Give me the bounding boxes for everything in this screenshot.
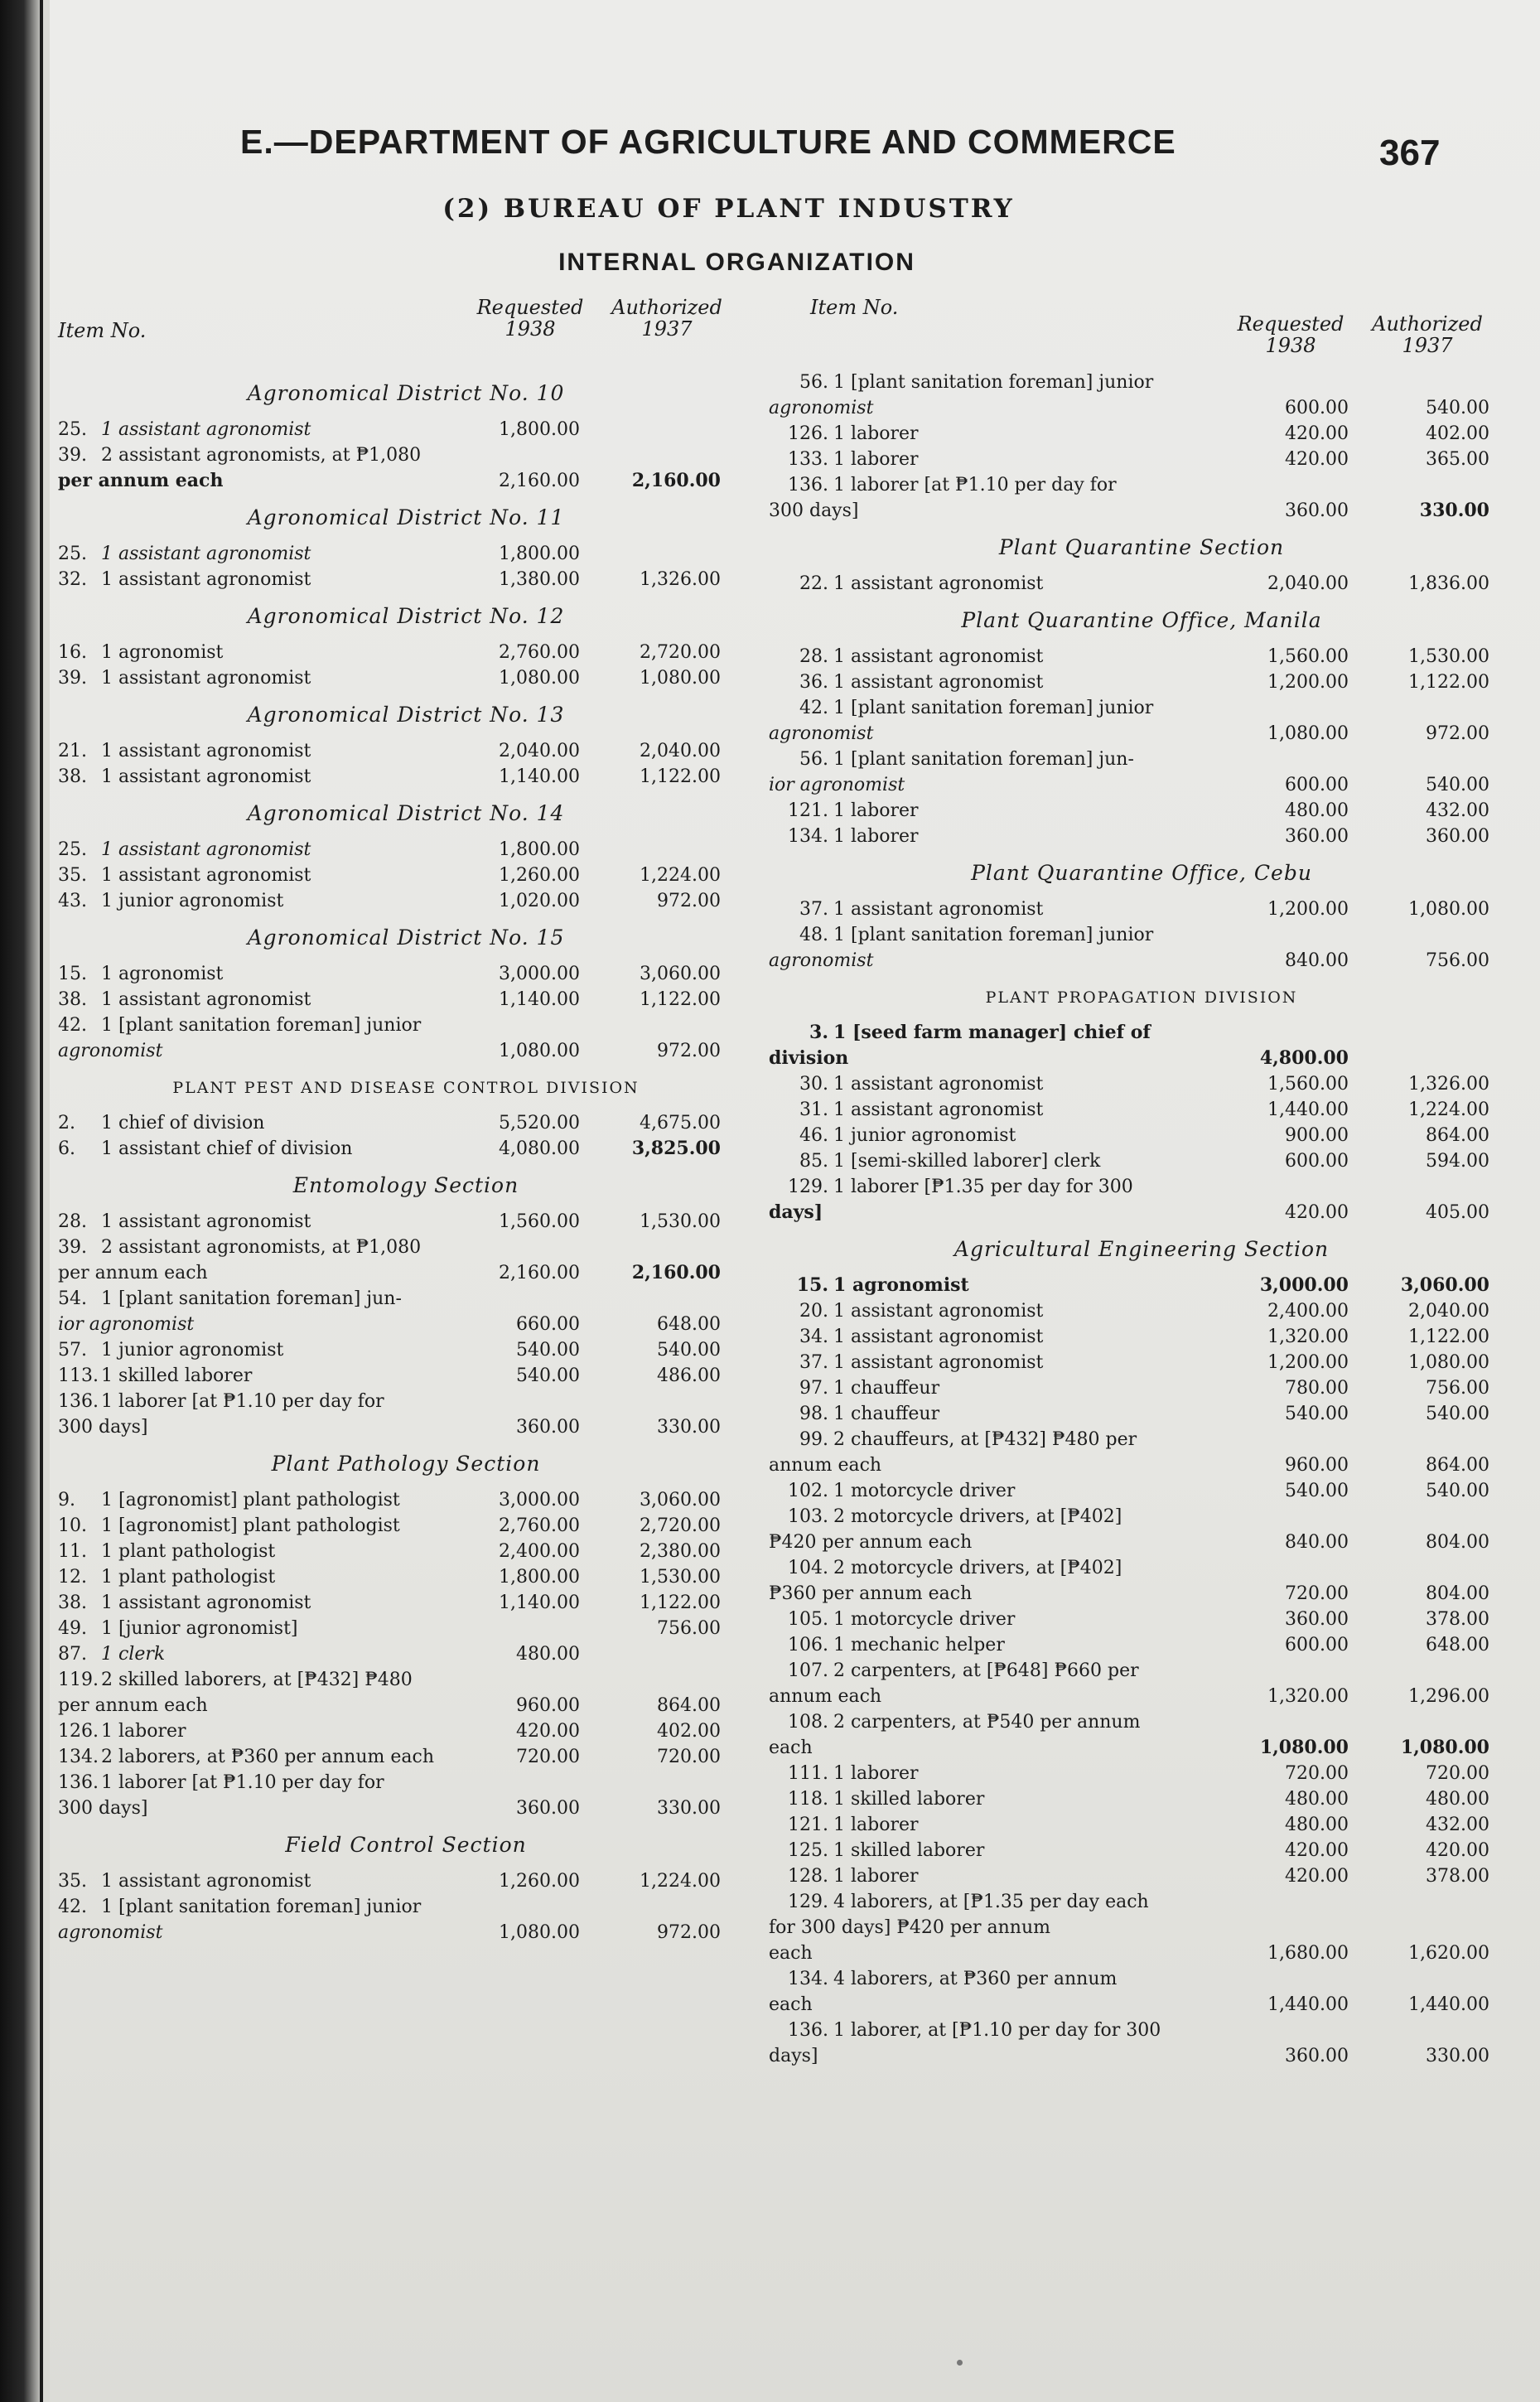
section-title: Agronomical District No. 13 [247, 703, 565, 727]
table-row: 136. 1 laborer [at ₱1.10 per day for 300 days] 360.00 330.00 [58, 1772, 721, 1819]
bureau-title: (2) BUREAU OF PLANT INDUSTRY [442, 194, 1015, 224]
division-title: PLANT PEST AND DISEASE CONTROL DIVISION [172, 1079, 640, 1097]
table-row: 42. 1 [plant sanitation foreman] junior agronomist 1,080.00 972.00 [58, 1897, 721, 1943]
section-title: Agricultural Engineering Section [953, 1237, 1330, 1261]
table-row: 103. 2 motorcycle drivers, at [₱402] ₱420 per annum each 840.00 804.00 [769, 1506, 1489, 1553]
table-row: 125. 1 skilled laborer 420.00 420.00 [788, 1840, 1489, 1861]
section-title: Plant Quarantine Section [998, 535, 1285, 559]
table-row: 134. 1 laborer 360.00 360.00 [788, 826, 1489, 847]
table-row: 56. 1 [plant sanitation foreman] junior agronomist 600.00 540.00 [769, 372, 1489, 418]
table-row: 6. 1 assistant chief of division 4,080.00 3,825.00 [58, 1138, 721, 1159]
table-row: 134. 2 laborers, at ₱360 per annum each 720.00 720.00 [58, 1747, 721, 1767]
section-title: Plant Quarantine Office, Manila [961, 608, 1322, 632]
section-title: Plant Pathology Section [271, 1452, 541, 1476]
table-row: 136. 1 laborer, at [₱1.10 per day for 300 days] 360.00 330.00 [769, 2020, 1489, 2066]
table-row: 57. 1 junior agronomist 540.00 540.00 [58, 1340, 721, 1360]
table-row: 34. 1 assistant agronomist 1,320.00 1,122.00 [799, 1327, 1489, 1347]
table-row: 25. 1 assistant agronomist 1,800.00 [58, 544, 580, 564]
book-binding-edge [0, 0, 43, 2402]
table-row: 28. 1 assistant agronomist 1,560.00 1,530.00 [58, 1211, 721, 1232]
table-row: 99. 2 chauffeurs, at [₱432] ₱480 per annum each 960.00 864.00 [769, 1429, 1489, 1476]
left-column [58, 295, 754, 1945]
item-no-label: Item No. [58, 319, 147, 342]
table-row: 36. 1 assistant agronomist 1,200.00 1,122.00 [799, 672, 1489, 693]
table-row: 10. 1 [agronomist] plant pathologist 2,760.00 2,720.00 [58, 1515, 721, 1536]
table-row: 42. 1 [plant sanitation foreman] junior agronomist 1,080.00 972.00 [58, 1015, 721, 1061]
table-row: 136. 1 laborer [at ₱1.10 per day for 300 days] 360.00 330.00 [769, 475, 1489, 521]
table-row: 38. 1 assistant agronomist 1,140.00 1,122.00 [58, 989, 721, 1010]
requested-label: Requested 1938 [1237, 312, 1344, 357]
table-row: 12. 1 plant pathologist 1,800.00 1,530.00 [58, 1567, 721, 1588]
table-row: 48. 1 [plant sanitation foreman] junior agronomist 840.00 756.00 [769, 925, 1489, 971]
table-row: 136. 1 laborer [at ₱1.10 per day for 300 days] 360.00 330.00 [58, 1391, 721, 1438]
table-row: 42. 1 [plant sanitation foreman] junior agronomist 1,080.00 972.00 [769, 698, 1489, 744]
section-title: Field Control Section [285, 1833, 527, 1857]
binding-rule [40, 0, 43, 2402]
section-title: Agronomical District No. 11 [247, 505, 565, 529]
table-row: 97. 1 chauffeur 780.00 756.00 [799, 1378, 1489, 1399]
division-title: PLANT PROPAGATION DIVISION [985, 988, 1298, 1007]
paper-speck [957, 2360, 963, 2366]
table-row: 9. 1 [agronomist] plant pathologist 3,000.00 3,060.00 [58, 1490, 721, 1510]
table-row: 111. 1 laborer 720.00 720.00 [788, 1763, 1489, 1784]
table-row: 129. 4 laborers, at [₱1.35 per day each for 300 days] ₱420 per annum each 1,680.00 1,620.00 [769, 1892, 1489, 1964]
requested-label: Requested 1938 [476, 296, 584, 341]
table-row: 46. 1 junior agronomist 900.00 864.00 [799, 1125, 1489, 1146]
table-row: 31. 1 assistant agronomist 1,440.00 1,224.00 [799, 1100, 1489, 1120]
table-row: 16. 1 agronomist 2,760.00 2,720.00 [58, 642, 721, 663]
table-row: 121. 1 laborer 480.00 432.00 [788, 800, 1489, 821]
table-row: 35. 1 assistant agronomist 1,260.00 1,224.00 [58, 865, 721, 886]
table-row: 118. 1 skilled laborer 480.00 480.00 [788, 1789, 1489, 1810]
table-row: 15. 1 agronomist 3,000.00 3,060.00 [796, 1274, 1489, 1296]
table-row: 38. 1 assistant agronomist 1,140.00 1,122.00 [58, 766, 721, 787]
left-column-header [58, 295, 754, 370]
table-row: 113. 1 skilled laborer 540.00 486.00 [58, 1365, 721, 1386]
item-no-label: Item No. [810, 296, 899, 319]
table-row: 39. 1 assistant agronomist 1,080.00 1,080.00 [58, 668, 721, 689]
table-row: 126. 1 laborer 420.00 402.00 [788, 423, 1489, 444]
table-row: 25. 1 assistant agronomist 1,800.00 [58, 419, 580, 440]
table-row: 134. 4 laborers, at ₱360 per annum each 1,440.00 1,440.00 [769, 1969, 1489, 2015]
table-row: 37. 1 assistant agronomist 1,200.00 1,080.00 [799, 899, 1489, 920]
section-title: Agronomical District No. 12 [247, 604, 565, 628]
table-row: 85. 1 [semi-skilled laborer] clerk 600.00 594.00 [799, 1151, 1489, 1172]
table-row: 129. 1 laborer [₱1.35 per day for 300 days] 420.00 405.00 [769, 1177, 1489, 1223]
table-row: 128. 1 laborer 420.00 378.00 [788, 1866, 1489, 1887]
table-row: 105. 1 motorcycle driver 360.00 378.00 [788, 1609, 1489, 1630]
table-row: 56. 1 [plant sanitation foreman] jun- ior agronomist 600.00 540.00 [769, 749, 1489, 795]
table-row: 39. 2 assistant agronomists, at ₱1,080 per annum each 2,160.00 2,160.00 [58, 1237, 721, 1283]
table-row: 32. 1 assistant agronomist 1,380.00 1,326.00 [58, 569, 721, 590]
document-page [50, 0, 1540, 2402]
table-row: 38. 1 assistant agronomist 1,140.00 1,122.00 [58, 1592, 721, 1613]
table-row: 133. 1 laborer 420.00 365.00 [788, 449, 1489, 470]
table-row: 22. 1 assistant agronomist 2,040.00 1,836.00 [799, 573, 1489, 594]
page-number: 367 [1379, 133, 1441, 173]
table-row: 37. 1 assistant agronomist 1,200.00 1,080.00 [799, 1352, 1489, 1373]
table-row: 20. 1 assistant agronomist 2,400.00 2,040.00 [799, 1301, 1489, 1322]
table-row: 25. 1 assistant agronomist 1,800.00 [58, 839, 580, 860]
section-title: Plant Quarantine Office, Cebu [971, 861, 1312, 885]
table-row: 98. 1 chauffeur 540.00 540.00 [799, 1404, 1489, 1424]
table-row: 11. 1 plant pathologist 2,400.00 2,380.00 [58, 1541, 721, 1562]
right-column [769, 295, 1514, 2069]
section-title: Agronomical District No. 10 [247, 381, 565, 405]
department-heading: E.—DEPARTMENT OF AGRICULTURE AND COMMERCE [240, 123, 1176, 161]
table-row: 102. 1 motorcycle driver 540.00 540.00 [788, 1481, 1489, 1501]
table-row: 108. 2 carpenters, at ₱540 per annum each 1,080.00 1,080.00 [769, 1712, 1489, 1758]
right-column-header [769, 295, 1514, 370]
section-title: Entomology Section [292, 1173, 519, 1197]
table-row: 35. 1 assistant agronomist 1,260.00 1,224.00 [58, 1871, 721, 1892]
table-row: 104. 2 motorcycle drivers, at [₱402] ₱360 per annum each 720.00 804.00 [769, 1558, 1489, 1604]
table-row: 106. 1 mechanic helper 600.00 648.00 [788, 1635, 1489, 1655]
table-row: 2. 1 chief of division 5,520.00 4,675.00 [58, 1113, 721, 1133]
table-row: 87. 1 clerk 480.00 [58, 1644, 580, 1665]
section-title: Agronomical District No. 15 [247, 926, 565, 950]
table-row: 121. 1 laborer 480.00 432.00 [788, 1815, 1489, 1835]
internal-organization-title: INTERNAL ORGANIZATION [558, 249, 915, 276]
table-row: 119. 2 skilled laborers, at [₱432] ₱480 per annum each 960.00 864.00 [58, 1670, 721, 1716]
authorized-label: Authorized 1937 [1372, 312, 1483, 357]
table-row: 28. 1 assistant agronomist 1,560.00 1,530.00 [799, 646, 1489, 667]
table-row: 39. 2 assistant agronomists, at ₱1,080 per annum each 2,160.00 2,160.00 [58, 445, 721, 491]
table-row: 30. 1 assistant agronomist 1,560.00 1,326.00 [799, 1074, 1489, 1095]
table-row: 43. 1 junior agronomist 1,020.00 972.00 [58, 891, 721, 911]
table-row: 107. 2 carpenters, at [₱648] ₱660 per annum each 1,320.00 1,296.00 [769, 1660, 1489, 1707]
table-row: 49. 1 [junior agronomist] 756.00 [58, 1618, 721, 1639]
table-row: 54. 1 [plant sanitation foreman] jun- ior agronomist 660.00 648.00 [58, 1288, 721, 1335]
table-row: 126. 1 laborer 420.00 402.00 [58, 1721, 721, 1742]
section-title: Agronomical District No. 14 [247, 801, 565, 825]
table-row: 21. 1 assistant agronomist 2,040.00 2,040.00 [58, 741, 721, 761]
table-row: 3. 1 [seed farm manager] chief of division 4,800.00 [769, 1022, 1349, 1069]
authorized-label: Authorized 1937 [611, 296, 722, 341]
table-row: 15. 1 agronomist 3,000.00 3,060.00 [58, 964, 721, 984]
